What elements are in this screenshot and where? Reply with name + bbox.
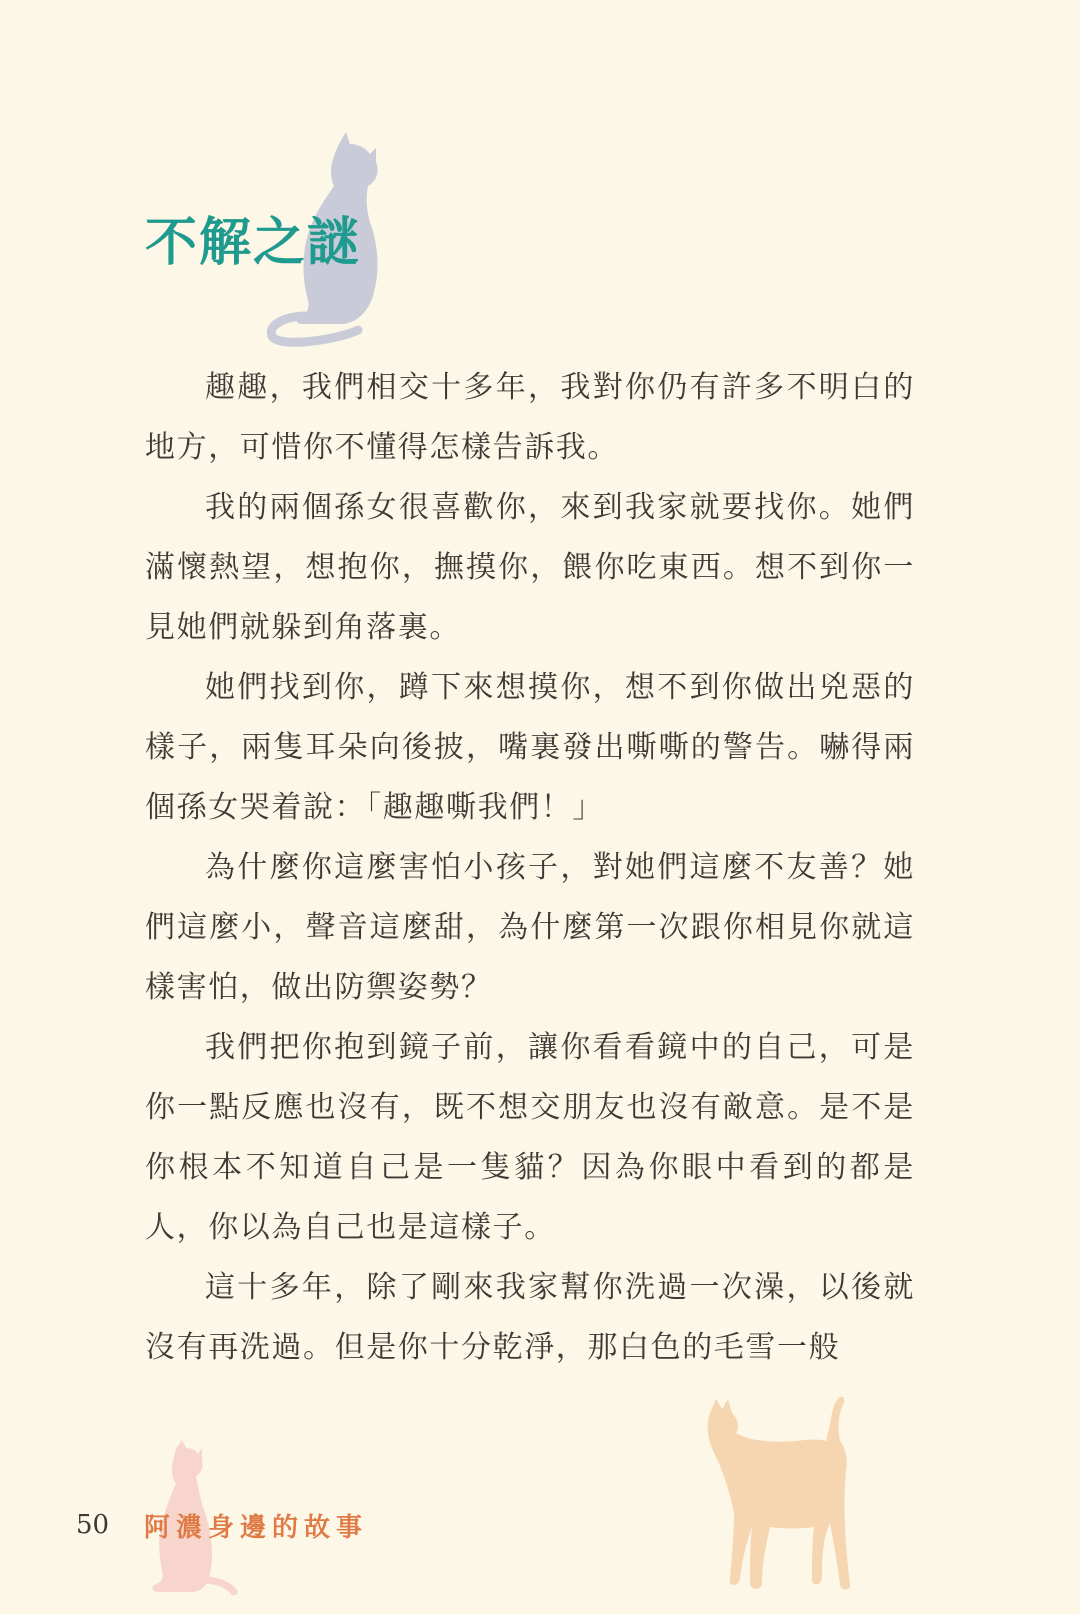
paragraph: 趣趣，我們相交十多年，我對你仍有許多不明白的地方，可惜你不懂得怎樣告訴我。	[145, 370, 915, 465]
paragraph: 她們找到你，蹲下來想摸你，想不到你做出兇惡的樣子，兩隻耳朵向後披，嘴裏發出嘶嘶的警告。嚇得兩個孫女哭着說：「趣趣嘶我們！」	[145, 670, 915, 825]
book-title: 阿濃身邊的故事	[144, 1512, 369, 1543]
chapter-title: 不解之謎	[145, 212, 362, 273]
page-number: 50	[76, 1510, 110, 1540]
page-footer	[76, 1505, 368, 1545]
body-text	[145, 358, 915, 1378]
paragraph: 我的兩個孫女很喜歡你，來到我家就要找你。她們滿懷熱望，想抱你，撫摸你，餵你吃東西。想不到你一見她們就躲到角落裏。	[145, 490, 915, 645]
paragraph: 為什麼你這麼害怕小孩子，對她們這麼不友善？她們這麼小，聲音這麼甜，為什麼第一次跟你相見你就這樣害怕，做出防禦姿勢？	[145, 850, 915, 1005]
paragraph: 這十多年，除了剛來我家幫你洗過一次澡，以後就沒有再洗過。但是你十分乾淨，那白色的毛雪一般	[145, 1270, 915, 1365]
paragraph: 我們把你抱到鏡子前，讓你看看鏡中的自己，可是你一點反應也沒有，既不想交朋友也沒有敵意。是不是你根本不知道自己是一隻貓？因為你眼中看到的都是人，你以為自己也是這樣子。	[145, 1030, 915, 1245]
standing-cat-icon	[700, 1395, 880, 1595]
